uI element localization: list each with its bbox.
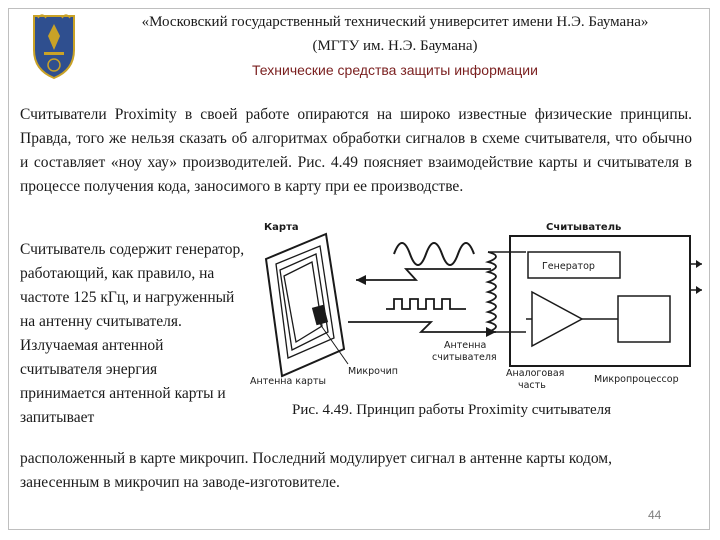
card-label: Карта xyxy=(264,222,299,233)
microprocessor-box xyxy=(618,296,670,342)
card-antenna-label: Антенна карты xyxy=(250,376,326,387)
figure-caption: Рис. 4.49. Принцип работы Proximity считывателя xyxy=(292,402,612,418)
reader-antenna-label-2: считывателя xyxy=(432,352,497,363)
course-title: Технические средства защиты информации xyxy=(252,62,538,78)
university-name: «Московский государственный технический университет имени Н.Э. Баумана» xyxy=(141,14,649,30)
sine-wave xyxy=(394,243,474,265)
page-number: 44 xyxy=(648,508,662,522)
proximity-diagram xyxy=(236,214,704,404)
microchip xyxy=(312,305,328,325)
data-arrow xyxy=(348,322,496,332)
microchip-label: Микрочип xyxy=(348,366,398,377)
reader-antenna-coil xyxy=(488,252,496,332)
paragraph-reader: Считыватель содержит генератор, работающий, как правило, на частоте 125 кГц, и нагруженный на антенну считывателя. Излучаемая антенной считывателя энергия принимается антенной карты и запитывает xyxy=(20,241,245,426)
university-abbreviation: (МГТУ им. Н.Э. Баумана) xyxy=(312,38,478,54)
generator-label: Генератор xyxy=(542,261,595,272)
energy-arrow xyxy=(356,269,491,280)
paragraph-microchip: расположенный в карте микрочип. Последний модулирует сигнал в антенне карты кодом, занесенным в микрочип на заводе-изготовителе. xyxy=(20,450,612,491)
paragraph-intro: Считыватели Proximity в своей работе опираются на широко известные физические принципы. Правда, того же нельзя сказать об алгоритмах обработки сигналов в схеме считывателя, что обычно и составляет «ноу хау» производителей. Рис. 4.49 поясняет взаимодействие карты и считывателя в процессе получения кода, заносимого в карту при ее производстве. xyxy=(20,106,692,195)
microprocessor-label: Микропроцессор xyxy=(594,374,679,385)
reader-box xyxy=(510,236,690,366)
analog-part-label-2: часть xyxy=(518,380,546,391)
reader-antenna-label-1: Антенна xyxy=(444,340,487,351)
analog-part-label-1: Аналоговая xyxy=(506,368,565,379)
digital-wave xyxy=(386,299,466,309)
university-emblem-icon xyxy=(30,10,78,80)
analog-amplifier xyxy=(532,292,582,346)
card-body xyxy=(266,234,344,376)
reader-label: Считыватель xyxy=(546,222,622,233)
card-antenna-coil xyxy=(276,246,334,358)
